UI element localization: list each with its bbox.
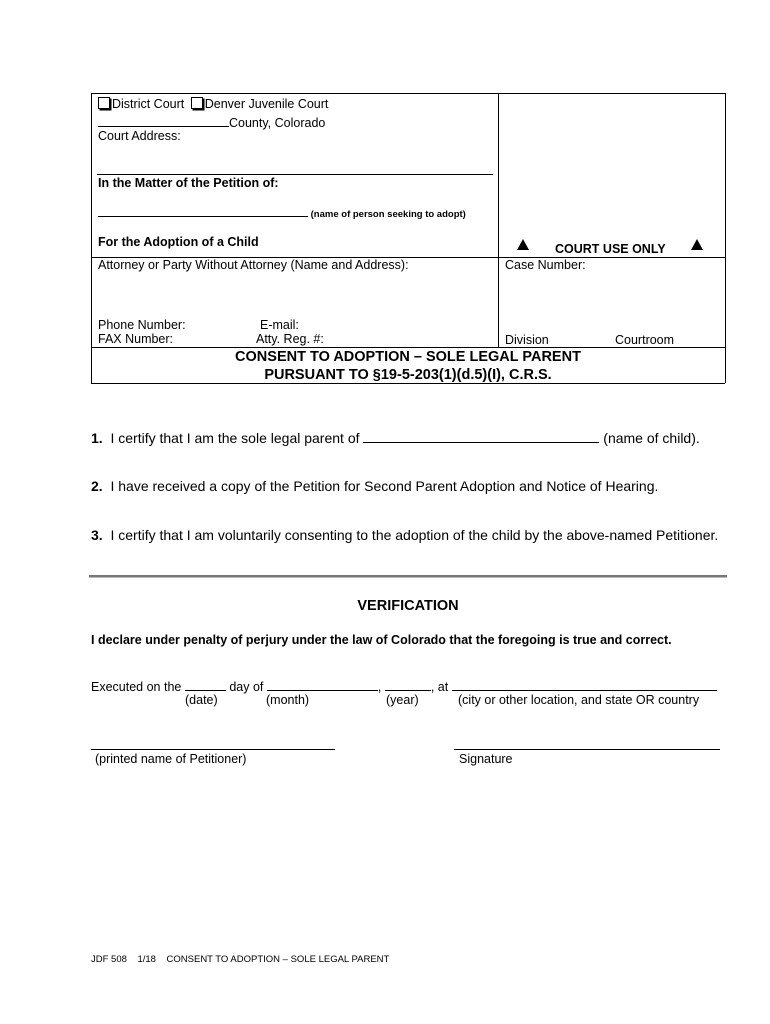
fax-number-label: FAX Number: <box>98 332 174 346</box>
attorney-label: Attorney or Party Without Attorney (Name and Address): <box>98 258 409 272</box>
executed-line <box>91 678 717 694</box>
year-blank[interactable] <box>385 678 431 691</box>
comma-label: , <box>377 680 382 694</box>
item-3 <box>91 527 718 543</box>
form-title-line1: CONSENT TO ADOPTION – SOLE LEGAL PARENT <box>235 349 581 365</box>
footer <box>91 954 389 965</box>
court-address-underline <box>97 174 493 175</box>
item-2 <box>91 478 658 494</box>
court-selection-line <box>98 97 328 111</box>
matter-of-petition-label: In the Matter of the Petition of: <box>98 176 279 190</box>
year-hint: (year) <box>386 693 419 707</box>
month-blank[interactable] <box>267 678 378 691</box>
up-arrow-right-icon <box>691 239 703 250</box>
caption-top-border <box>91 93 725 94</box>
case-number-label: Case Number: <box>505 258 586 272</box>
up-arrow-left-icon <box>517 239 529 250</box>
district-court-label: District Court <box>112 97 185 111</box>
caption-bottom-border <box>91 383 725 384</box>
date-blank[interactable] <box>185 678 226 691</box>
item-3-number: 3. <box>91 527 103 543</box>
form-title-line2: PURSUANT TO §19-5-203(1)(d.5)(I), C.R.S. <box>264 367 552 383</box>
court-address-label: Court Address: <box>98 129 181 143</box>
county-colorado-label: County, Colorado <box>229 116 326 130</box>
adoption-of-child-label: For the Adoption of a Child <box>98 235 259 249</box>
footer-form-title: CONSENT TO ADOPTION – SOLE LEGAL PARENT <box>166 954 390 965</box>
item-1 <box>91 429 700 446</box>
item-1-number: 1. <box>91 430 103 446</box>
caption-divider-vertical <box>498 93 499 347</box>
courtroom-label: Courtroom <box>615 333 675 347</box>
county-blank[interactable] <box>98 114 229 127</box>
location-blank[interactable] <box>452 678 717 691</box>
court-use-only-label: COURT USE ONLY <box>555 242 666 256</box>
item-2-text: I have received a copy of the Petition for Second Parent Adoption and Notice of Hearing. <box>110 478 659 494</box>
petitioner-name-hint: (name of person seeking to adopt) <box>310 209 466 220</box>
day-of-label: day of <box>229 680 264 694</box>
at-label: , at <box>430 680 449 694</box>
item-1-text: I certify that I am the sole legal parent of <box>110 430 360 446</box>
petitioner-name-line <box>98 206 466 220</box>
atty-reg-label: Atty. Reg. #: <box>256 332 324 346</box>
verification-declaration: I declare under penalty of perjury under the law of Colorado that the foregoing is true and correct. <box>91 633 672 647</box>
item-1-suffix: (name of child). <box>603 430 700 446</box>
caption-title-divider <box>91 347 725 348</box>
printed-name-label: (printed name of Petitioner) <box>95 752 247 766</box>
signature-line[interactable] <box>454 749 720 750</box>
item-3-text: I certify that I am voluntarily consenting to the adoption of the child by the above-named Petitioner. <box>110 527 719 543</box>
section-divider <box>89 575 727 578</box>
phone-number-label: Phone Number: <box>98 318 186 332</box>
petitioner-name-blank[interactable] <box>98 206 308 217</box>
month-hint: (month) <box>266 693 310 707</box>
verification-heading: VERIFICATION <box>357 598 459 614</box>
district-court-checkbox[interactable] <box>98 97 110 109</box>
printed-name-line[interactable] <box>91 749 335 750</box>
county-line <box>98 114 325 130</box>
executed-on-label: Executed on the <box>91 680 182 694</box>
child-name-blank[interactable] <box>363 429 599 443</box>
footer-form-id: JDF 508 <box>91 954 127 965</box>
date-hint: (date) <box>185 693 218 707</box>
signature-label: Signature <box>459 752 513 766</box>
denver-juvenile-court-label: Denver Juvenile Court <box>204 97 329 111</box>
footer-revision: 1/18 <box>137 954 156 965</box>
item-2-number: 2. <box>91 478 103 494</box>
division-label: Division <box>505 333 549 347</box>
location-hint: (city or other location, and state OR country <box>458 693 700 707</box>
email-label: E-mail: <box>260 318 299 332</box>
denver-juvenile-court-checkbox[interactable] <box>191 97 203 109</box>
caption-right-border <box>725 93 726 383</box>
caption-left-border <box>91 93 92 383</box>
